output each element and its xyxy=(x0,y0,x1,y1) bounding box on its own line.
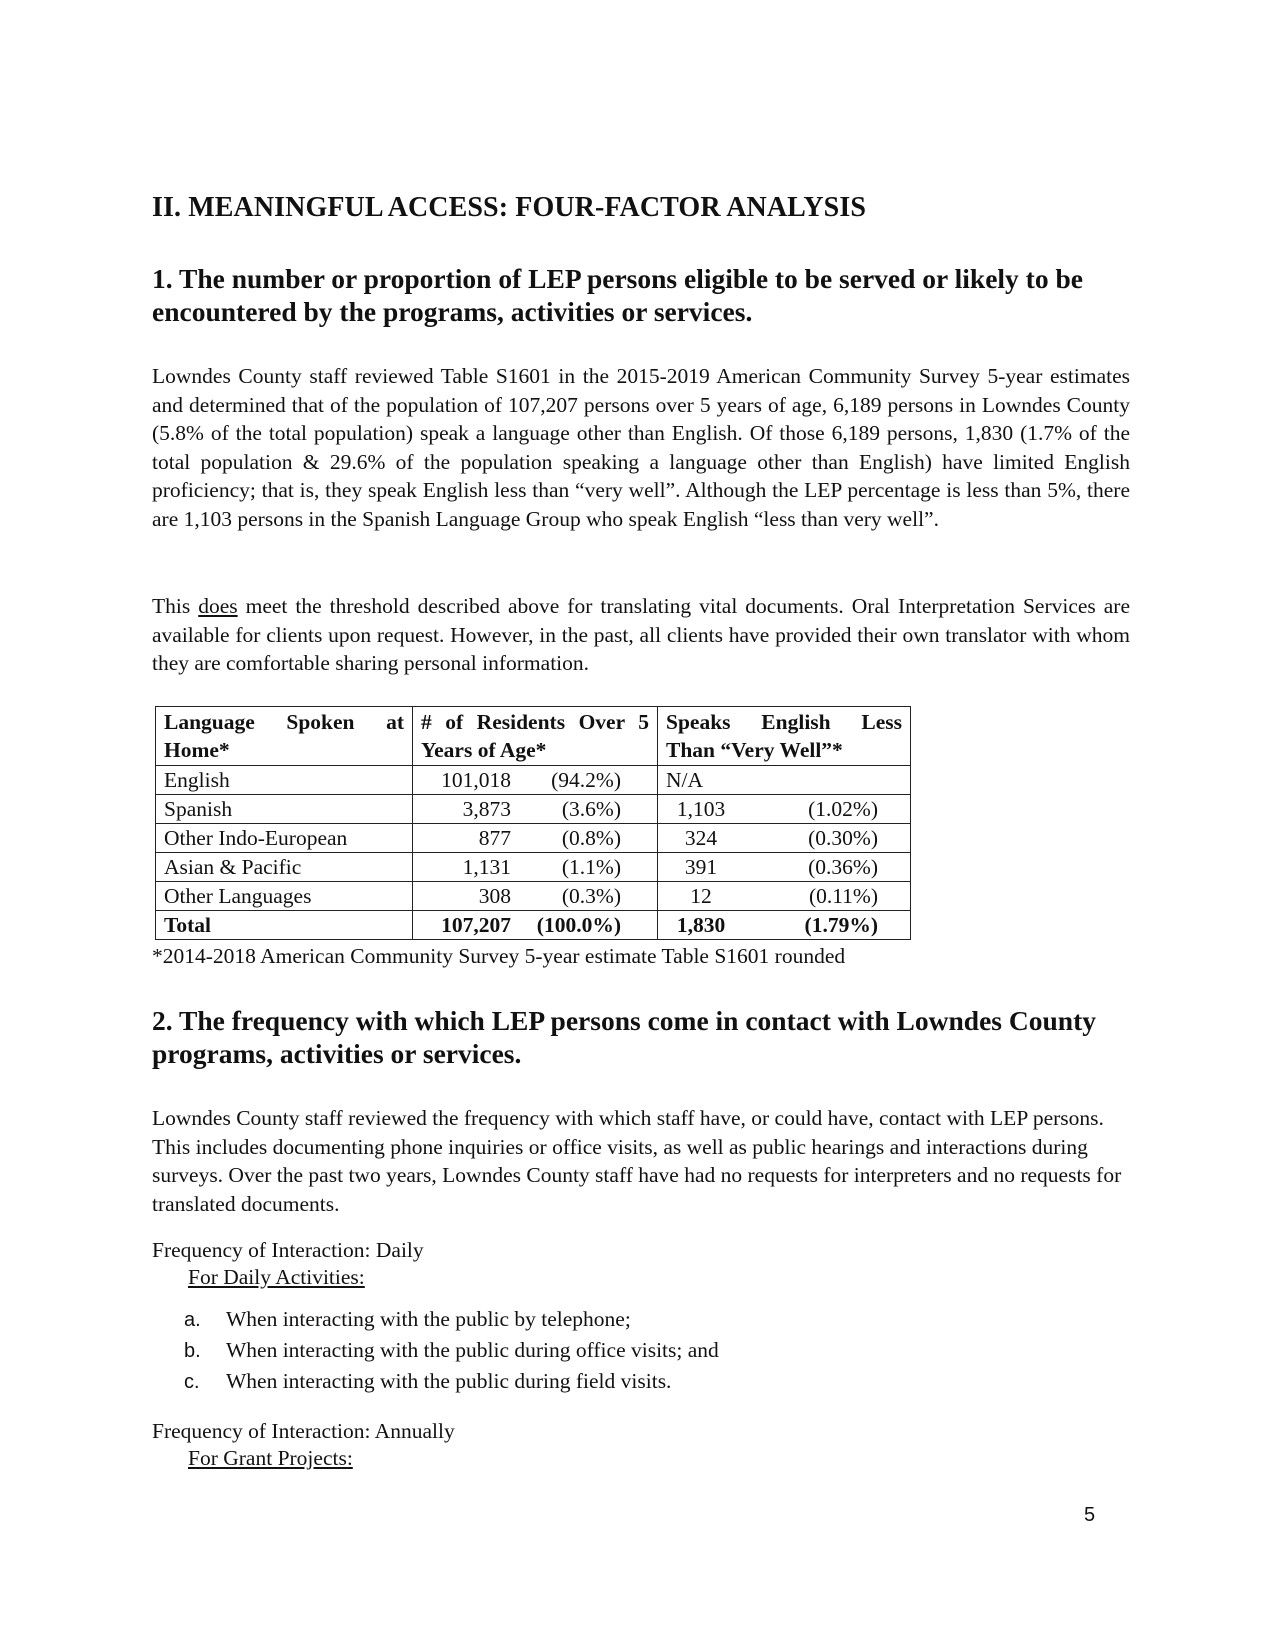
cell-lep xyxy=(658,882,911,911)
residents-percent: (100.0%) xyxy=(536,913,621,937)
cell-lep xyxy=(658,824,911,853)
cell-residents xyxy=(413,795,658,824)
lep-language-table xyxy=(155,706,911,940)
residents-percent: (1.1%) xyxy=(561,855,621,879)
residents-percent: (3.6%) xyxy=(561,797,621,821)
lep-percent: (0.30%) xyxy=(808,826,878,850)
lep-percent: (1.79%) xyxy=(804,913,878,937)
header-residents: # of Residents Over 5 Years of Age* xyxy=(413,707,658,766)
list-marker: b. xyxy=(184,1340,201,1362)
grant-projects-subheading: For Grant Projects: xyxy=(188,1446,353,1470)
cell-lep xyxy=(658,795,911,824)
cell-residents xyxy=(413,766,658,795)
lep-count: 324 xyxy=(684,826,718,850)
frequency-annual: Frequency of Interaction: Annually xyxy=(152,1419,455,1443)
residents-percent: (0.8%) xyxy=(561,826,621,850)
residents-count: 107,207 xyxy=(441,913,511,937)
residents-count: 101,018 xyxy=(441,768,511,792)
cell-lep xyxy=(658,911,911,940)
frequency-daily: Frequency of Interaction: Daily xyxy=(152,1238,424,1262)
section2-heading: 2. The frequency with which LEP persons come in contact with Lowndes County programs, activities or services. xyxy=(152,1005,1096,1069)
lep-percent: (1.02%) xyxy=(808,797,878,821)
list-marker: c. xyxy=(184,1371,200,1393)
residents-count: 1,131 xyxy=(462,855,511,879)
residents-count: 3,873 xyxy=(462,797,511,821)
residents-count: 308 xyxy=(478,884,511,908)
residents-percent: (94.2%) xyxy=(551,768,621,792)
cell-lep xyxy=(658,766,911,795)
cell-residents xyxy=(413,882,658,911)
table-row xyxy=(156,766,911,795)
cell-residents xyxy=(413,911,658,940)
cell-language: Spanish xyxy=(156,795,413,824)
cell-residents xyxy=(413,853,658,882)
table-header-row xyxy=(156,707,911,766)
lep-count: N/A xyxy=(666,768,704,792)
header-language: Language Spoken at Home* xyxy=(156,707,413,766)
residents-count: 877 xyxy=(478,826,511,850)
section1-heading: 1. The number or proportion of LEP persons eligible to be served or likely to be encountered by the programs, activities or services. xyxy=(152,263,1083,327)
daily-activities-subheading: For Daily Activities: xyxy=(188,1265,365,1289)
list-item xyxy=(184,1304,719,1335)
list-text: When interacting with the public during field visits. xyxy=(226,1369,672,1393)
cell-residents xyxy=(413,824,658,853)
table-total-row xyxy=(156,911,911,940)
lep-count: 12 xyxy=(690,884,712,908)
cell-language: Other Indo-European xyxy=(156,824,413,853)
page-number: 5 xyxy=(1084,1504,1096,1526)
table-footnote: *2014-2018 American Community Survey 5-year estimate Table S1601 rounded xyxy=(152,944,846,968)
table-row xyxy=(156,882,911,911)
table-row xyxy=(156,824,911,853)
paragraph2-post: meet the threshold described above for translating vital documents. Oral Interpretation Services are available for clients upon request. However, in the past, all clients have provided their own translator with whom they are comfortable sharing personal information. xyxy=(152,594,1131,675)
list-text: When interacting with the public by telephone; xyxy=(226,1307,631,1331)
lep-percent: (0.36%) xyxy=(808,855,878,879)
lep-count: 1,830 xyxy=(676,913,726,937)
section1-paragraph2 xyxy=(152,592,1130,678)
lep-count: 391 xyxy=(684,855,718,879)
list-marker: a. xyxy=(184,1309,201,1331)
residents-percent: (0.3%) xyxy=(561,884,621,908)
activities-list xyxy=(184,1304,719,1397)
list-text: When interacting with the public during office visits; and xyxy=(226,1338,719,1362)
list-item xyxy=(184,1335,719,1366)
section1-paragraph1: Lowndes County staff reviewed Table S1601 in the 2015-2019 American Community Survey 5-year estimates and determined that of the population of 107,207 persons over 5 years of age, 6,189 persons in Lowndes County (5.8% of the total population) speak a language other than English. Of those 6,189 persons, 1,830 (1.7% of the total population & 29.6% of the population speaking a language other than English) have limited English proficiency; that is, they speak English less than “very well”. Although the LEP percentage is less than 5%, there are 1,103 persons in the Spanish Language Group who speak English “less than very well”. xyxy=(152,364,1130,531)
table-row xyxy=(156,795,911,824)
cell-language: Total xyxy=(156,911,413,940)
lep-count: 1,103 xyxy=(676,797,726,821)
lep-percent: (0.11%) xyxy=(808,884,878,908)
cell-language: Asian & Pacific xyxy=(156,853,413,882)
table-row xyxy=(156,853,911,882)
section2-paragraph: Lowndes County staff reviewed the frequency with which staff have, or could have, contact with LEP persons. This includes documenting phone inquiries or office visits, as well as public hearings and interactions during surveys. Over the past two years, Lowndes County staff have had no requests for interpreters and no requests for translated documents. xyxy=(152,1106,1122,1216)
header-lep: Speaks English Less Than “Very Well”* xyxy=(658,707,911,766)
cell-lep xyxy=(658,853,911,882)
cell-language: English xyxy=(156,766,413,795)
list-item xyxy=(184,1366,719,1397)
paragraph2-emphasis: does xyxy=(198,594,238,618)
main-heading: II. MEANINGFUL ACCESS: FOUR-FACTOR ANALYSIS xyxy=(152,192,867,223)
cell-language: Other Languages xyxy=(156,882,413,911)
paragraph2-pre: This xyxy=(152,594,199,618)
